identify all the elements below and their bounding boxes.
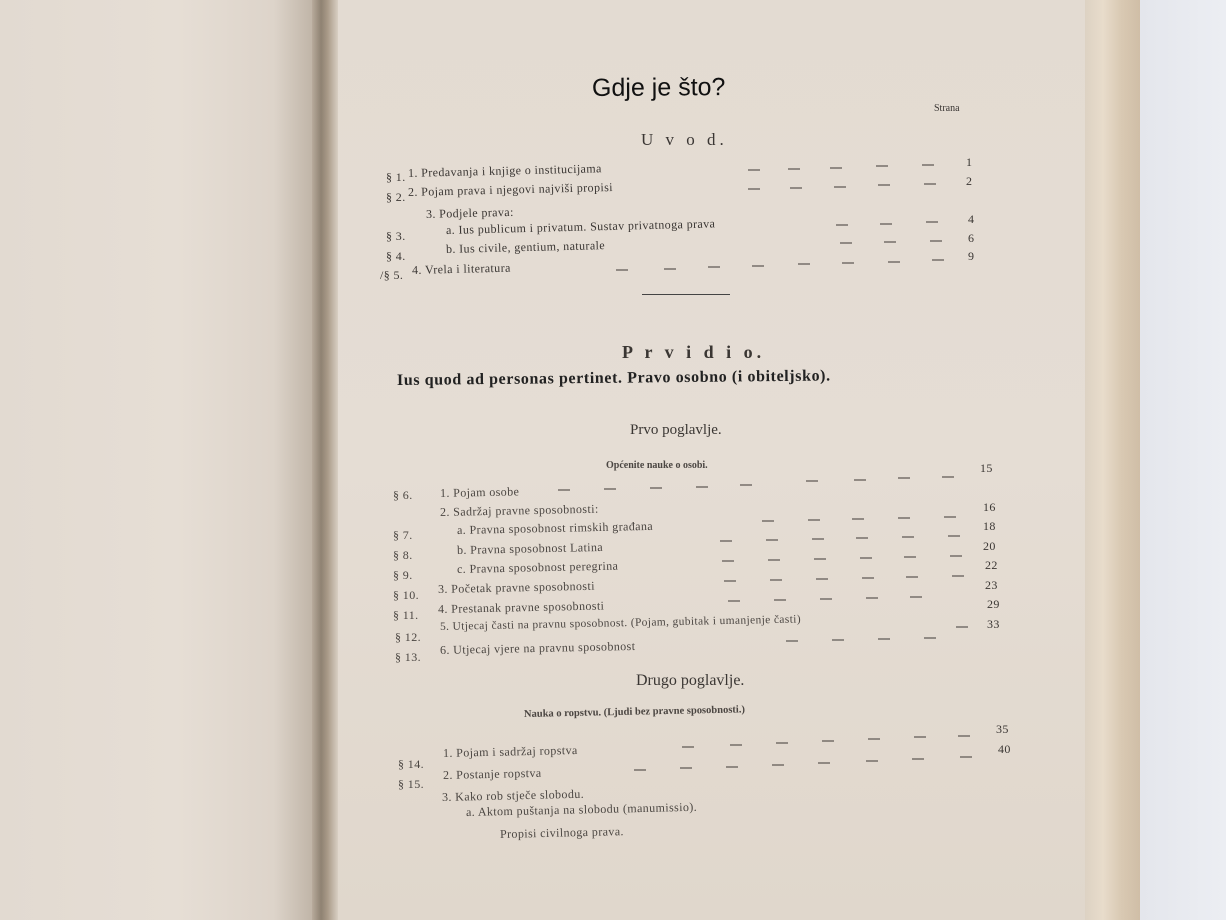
toc-entry-text: Propisi civilnoga prava. xyxy=(499,824,625,841)
chapter-two-subheading-page: 35 xyxy=(996,722,1009,736)
toc-page-number: 4 xyxy=(968,212,975,226)
toc-mark: § 10. xyxy=(393,588,419,602)
toc-page-number: 16 xyxy=(983,500,996,514)
toc-entry-text: c. Pravna sposobnost peregrina xyxy=(456,558,619,576)
toc-page-number: 33 xyxy=(987,617,1000,631)
toc-mark: § 8. xyxy=(393,548,413,562)
toc-entry-text: 3. Kako rob stječe slobodu. xyxy=(441,786,585,804)
toc-page-number: 2 xyxy=(966,174,973,188)
toc-page-number: 20 xyxy=(983,539,996,553)
toc-entry-text: 2. Postanje ropstva xyxy=(442,765,542,782)
toc-entry-text: 2. Pojam prava i njegovi najviši propisi xyxy=(407,179,614,199)
toc-entry-text: 1. Predavanja i knjige o institucijama xyxy=(407,161,602,180)
toc-mark: § 7. xyxy=(393,528,413,542)
toc-entry-text: b. Pravna sposobnost Latina xyxy=(456,539,604,557)
toc-entry-text: a. Pravna sposobnost rimskih građana xyxy=(456,518,654,537)
toc-entry-text: b. Ius civile, gentium, naturale xyxy=(445,238,606,256)
toc-mark: /§ 5. xyxy=(380,268,404,282)
toc-entry-text: 1. Pojam i sadržaj ropstva xyxy=(442,742,578,760)
toc-page-number: 6 xyxy=(968,231,975,245)
toc-entry-text: 4. Prestanak pravne sposobnosti xyxy=(437,598,605,616)
toc-mark: § 4. xyxy=(386,249,406,263)
toc-mark: § 3. xyxy=(386,229,406,243)
toc-mark: § 13. xyxy=(395,650,421,664)
intro-heading: U v o d. xyxy=(641,130,728,149)
chapter-two-subheading: Nauka o ropstvu. (Ljudi bez pravne sposobnosti.) xyxy=(523,704,746,720)
toc-entry-text: 1. Pojam osobe xyxy=(439,484,520,500)
part-one-subtitle: Ius quod ad personas pertinet. Pravo osobno (i obiteljsko). xyxy=(396,367,831,389)
toc-page-number: 29 xyxy=(987,597,1000,611)
toc-page-number: 1 xyxy=(966,155,973,169)
toc-entry-text: a. Aktom puštanja na slobodu (manumissio). xyxy=(465,799,698,819)
toc-entry-text: 3. Podjele prava: xyxy=(425,204,514,221)
page-column-header: Strana xyxy=(934,103,960,114)
part-one-heading: P r v i d i o. xyxy=(622,342,766,362)
chapter-one-heading: Prvo poglavlje. xyxy=(630,422,722,438)
toc-entry-text: 4. Vrela i literatura xyxy=(411,260,511,277)
toc-entry-text: 2. Sadržaj pravne sposobnosti: xyxy=(439,501,599,519)
toc-page-number: 22 xyxy=(985,558,998,572)
toc-page-number: 9 xyxy=(968,249,975,263)
toc-mark: § 12. xyxy=(395,630,421,644)
toc-entry-text: 3. Početak pravne sposobnosti xyxy=(437,578,596,596)
toc-title: Gdje je što? xyxy=(591,73,726,102)
chapter-two-heading: Drugo poglavlje. xyxy=(636,672,745,689)
toc-page-number: 18 xyxy=(983,519,996,533)
toc-entry-text: 5. Utjecaj časti na pravnu sposobnost. (Pojam, gubitak i umanjenje časti) xyxy=(439,613,802,633)
toc-mark: § 1. xyxy=(386,170,406,184)
toc-page-number: 40 xyxy=(998,742,1011,756)
toc-page-number: 23 xyxy=(985,578,998,592)
toc-entry-text: a. Ius publicum i privatum. Sustav privatnoga prava xyxy=(445,216,716,237)
toc-mark: § 11. xyxy=(393,608,419,622)
chapter-one-subheading: Općenite nauke o osobi. xyxy=(606,460,708,471)
chapter-one-subheading-page: 15 xyxy=(980,461,993,475)
toc-mark: § 6. xyxy=(393,488,413,502)
toc-mark: § 15. xyxy=(398,777,424,791)
toc-entry-text: 6. Utjecaj vjere na pravnu sposobnost xyxy=(439,638,636,657)
toc-mark: § 14. xyxy=(398,757,424,771)
toc-mark: § 9. xyxy=(393,568,413,582)
toc-mark: § 2. xyxy=(386,190,406,204)
